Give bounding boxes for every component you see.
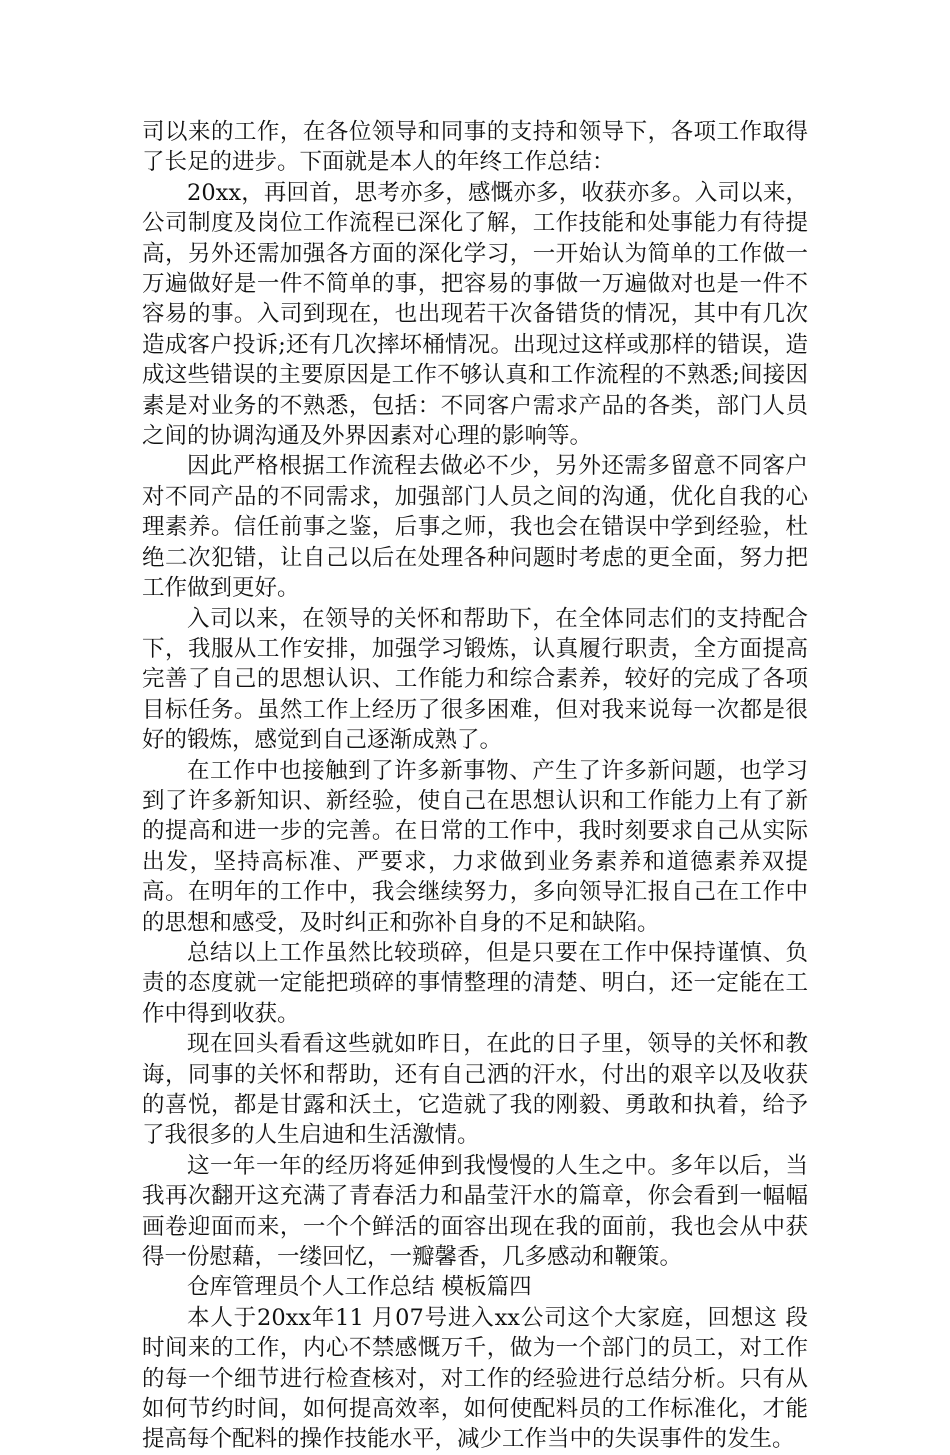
paragraph-learning: 在工作中也接触到了许多新事物、产生了许多新问题，也学习到了许多新知识、新经验，使自己在思想认识和工作能力上有了新的提高和进一步的完善。在日常的工作中，我时刻要求自己从实际出发，坚持高标准、严要求，力求做到业务素养和道德素养双提高。在明年的工作中，我会继续努力，多向领导汇报自己在工作中的思想和感受，及时纠正和弥补自身的不足和缺陷。 [142,757,808,936]
paragraph-looking-back: 现在回头看看这些就如昨日，在此的日子里，领导的关怀和教诲，同事的关怀和帮助，还有自己洒的汗水，付出的艰辛以及收获的喜悦，都是甘露和沃土，它造就了我的刚毅、勇敢和执着，给予了我很多的人生启迪和生活激情。 [142,1031,808,1149]
paragraph-section-four: 本人于20xx年11 月07号进入xx公司这个大家庭，回想这 段时间来的工作，内心不禁感慨万千，做为一个部门的员工，对工作的每一个细节进行检查核对，对工作的经验进行总结分析。只有从如何节约时间，如何提高效率，如何使配料员的工作标准化，才能提高每个配料的操作技能水平，减少工作当中的失误事件的发生。 [142,1304,808,1453]
document-body [142,117,808,1455]
paragraph-future: 这一年一年的经历将延伸到我慢慢的人生之中。多年以后，当我再次翻开这充满了青春活力和晶莹汗水的篇章，你会看到一幅幅画卷迎面而来，一个个鲜活的面容出现在我的面前，我也会从中获得一份慰藉，一缕回忆，一瓣馨香，几多感动和鞭策。 [142,1152,808,1271]
paragraph-reflection: 20xx，再回首，思考亦多，感慨亦多，收获亦多。入司以来，公司制度及岗位工作流程已深化了解，工作技能和处事能力有待提高，另外还需加强各方面的深化学习，一开始认为简单的工作做一万遍做好是一件不简单的事，把容易的事做一万遍做对也是一件不容易的事。入司到现在，也出现若干次备错货的情况，其中有几次造成客户投诉;还有几次摔坏桶情况。出现过这样或那样的错误，造成这些错误的主要原因是工作不够认真和工作流程的不熟悉;间接因素是对业务的不熟悉，包括：不同客户需求产品的各类，部门人员之间的协调沟通及外界因素对心理的影响等。 [142,179,808,450]
paragraph-improvement: 因此严格根据工作流程去做必不少，另外还需多留意不同客户对不同产品的不同需求，加强部门人员之间的沟通，优化自我的心理素养。信任前事之鉴，后事之师，我也会在错误中学到经验，杜绝二次犯错，让自己以后在处理各种问题时考虑的更全面，努力把工作做到更好。 [142,453,808,602]
paragraph-intro-continuation: 司以来的工作，在各位领导和同事的支持和领导下，各项工作取得了长足的进步。下面就是本人的年终工作总结： [142,119,808,176]
paragraph-summary: 总结以上工作虽然比较琐碎，但是只要在工作中保持谨慎、负责的态度就一定能把琐碎的事情整理的清楚、明白，还一定能在工作中得到收获。 [142,939,808,1027]
section-heading: 仓库管理员个人工作总结 模板篇四 [187,1274,532,1301]
paragraph-growth: 入司以来，在领导的关怀和帮助下，在全体同志们的支持配合下，我服从工作安排，加强学习锻炼，认真履行职责，全方面提高完善了自己的思想认识、工作能力和综合素养，较好的完成了各项目标任务。虽然工作上经历了很多困难，但对我来说每一次都是很好的锻炼，感觉到自己逐渐成熟了。 [142,605,808,754]
